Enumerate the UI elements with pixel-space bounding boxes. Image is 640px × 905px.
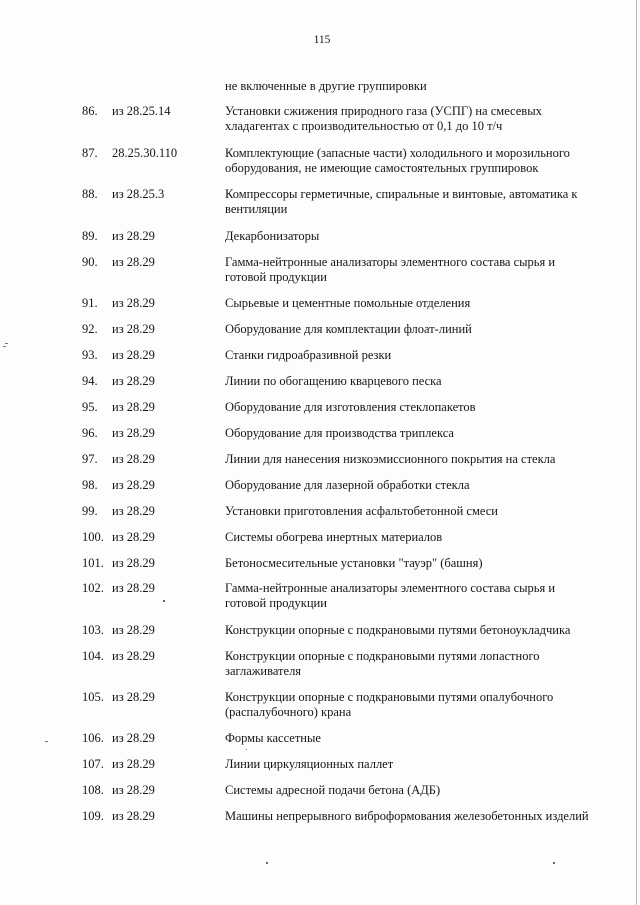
item-code: из 28.29 <box>112 348 155 362</box>
item-code: из 28.29 <box>112 452 155 466</box>
item-number: 86. <box>82 104 98 118</box>
item-number: 103. <box>82 623 104 637</box>
item-number: 96. <box>82 426 98 440</box>
item-description: Системы обогрева инертных материалов <box>225 530 443 544</box>
item-number: 90. <box>82 255 98 269</box>
item-description: Установки сжижения природного газа (УСПГ) на смесевых хладагентах с производительностью от 0,1 до 10 т/ч <box>225 104 542 133</box>
item-number: 93. <box>82 348 98 362</box>
item-number: 98. <box>82 478 98 492</box>
item-code: из 28.29 <box>112 731 155 745</box>
item-description: Оборудование для комплектации флоат-линий <box>225 322 472 336</box>
item-description: Линии циркуляционных паллет <box>225 757 394 771</box>
page-number: 115 <box>313 34 331 46</box>
item-code: из 28.29 <box>112 296 155 310</box>
item-code: из 28.29 <box>112 255 155 269</box>
page-edge <box>636 0 637 905</box>
item-number: 97. <box>82 452 98 466</box>
item-number: 94. <box>82 374 98 388</box>
item-number: 91. <box>82 296 98 310</box>
item-number: 106. <box>82 731 104 745</box>
item-description: Декарбонизаторы <box>225 229 320 243</box>
item-description: Станки гидроабразивной резки <box>225 348 392 362</box>
item-number: 104. <box>82 649 104 663</box>
item-description: Конструкции опорные с подкрановыми путями лопастного заглаживателя <box>225 649 540 678</box>
item-number: 89. <box>82 229 98 243</box>
item-code: из 28.29 <box>112 426 155 440</box>
item-number: 107. <box>82 757 104 771</box>
scan-speck <box>45 741 48 742</box>
item-number: 102. <box>82 581 104 595</box>
item-description: Гамма-нейтронные анализаторы элементного состава сырья и готовой продукции <box>225 581 556 610</box>
item-description: Сырьевые и цементные помольные отделения <box>225 296 471 310</box>
item-code: из 28.29 <box>112 757 155 771</box>
item-number: 95. <box>82 400 98 414</box>
item-number: 109. <box>82 809 104 823</box>
item-description: Бетоносмесительные установки "тауэр" (башня) <box>225 556 483 570</box>
item-description: Линии для нанесения низкоэмиссионного покрытия на стекла <box>225 452 556 466</box>
item-code: из 28.29 <box>112 556 155 570</box>
item-number: 92. <box>82 322 98 336</box>
item-number: 105. <box>82 690 104 704</box>
scan-speck <box>553 862 555 864</box>
scan-speck <box>266 862 268 864</box>
item-description: Комплектующие (запасные части) холодильного и морозильного оборудования, не имеющие самостоятельных группировок <box>225 146 570 175</box>
item-code: из 28.29 <box>112 400 155 414</box>
item-code: из 28.29 <box>112 374 155 388</box>
scan-speck <box>3 346 6 347</box>
item-description: Системы адресной подачи бетона (АДБ) <box>225 783 441 797</box>
item-code: из 28.29 <box>112 690 155 704</box>
item-description: Конструкции опорные с подкрановыми путями бетоноукладчика <box>225 623 571 637</box>
scan-speck <box>5 343 8 344</box>
scan-speck <box>163 600 165 602</box>
item-description: Оборудование для изготовления стеклопакетов <box>225 400 476 414</box>
item-code: из 28.29 <box>112 783 155 797</box>
item-code: из 28.29 <box>112 478 155 492</box>
item-code: из 28.29 <box>112 623 155 637</box>
item-description: Конструкции опорные с подкрановыми путями опалубочного (распалубочного) крана <box>225 690 554 719</box>
item-description: Линии по обогащению кварцевого песка <box>225 374 442 388</box>
item-description: Формы кассетные <box>225 731 321 745</box>
item-description: Установки приготовления асфальтобетонной смеси <box>225 504 498 518</box>
item-code: из 28.29 <box>112 649 155 663</box>
item-code: из 28.29 <box>112 809 155 823</box>
item-description: Гамма-нейтронные анализаторы элементного состава сырья и готовой продукции <box>225 255 556 284</box>
item-number: 87. <box>82 146 98 160</box>
item-number: 100. <box>82 530 104 544</box>
item-description: Оборудование для производства триплекса <box>225 426 454 440</box>
item-description: Машины непрерывного виброформования железобетонных изделий <box>225 809 589 823</box>
item-number: 101. <box>82 556 104 570</box>
item-code: из 28.29 <box>112 504 155 518</box>
item-code: из 28.25.14 <box>112 104 171 118</box>
item-code: 28.25.30.110 <box>112 146 178 160</box>
continuation-text: не включенные в другие группировки <box>225 79 427 93</box>
item-code: из 28.29 <box>112 581 155 595</box>
item-code: из 28.29 <box>112 322 155 336</box>
item-code: из 28.25.3 <box>112 187 165 201</box>
scan-speck <box>246 749 247 750</box>
item-number: 99. <box>82 504 98 518</box>
item-code: из 28.29 <box>112 229 155 243</box>
item-code: из 28.29 <box>112 530 155 544</box>
item-number: 108. <box>82 783 104 797</box>
item-number: 88. <box>82 187 98 201</box>
item-description: Оборудование для лазерной обработки стекла <box>225 478 470 492</box>
item-description: Компрессоры герметичные, спиральные и винтовые, автоматика к вентиляции <box>225 187 578 216</box>
